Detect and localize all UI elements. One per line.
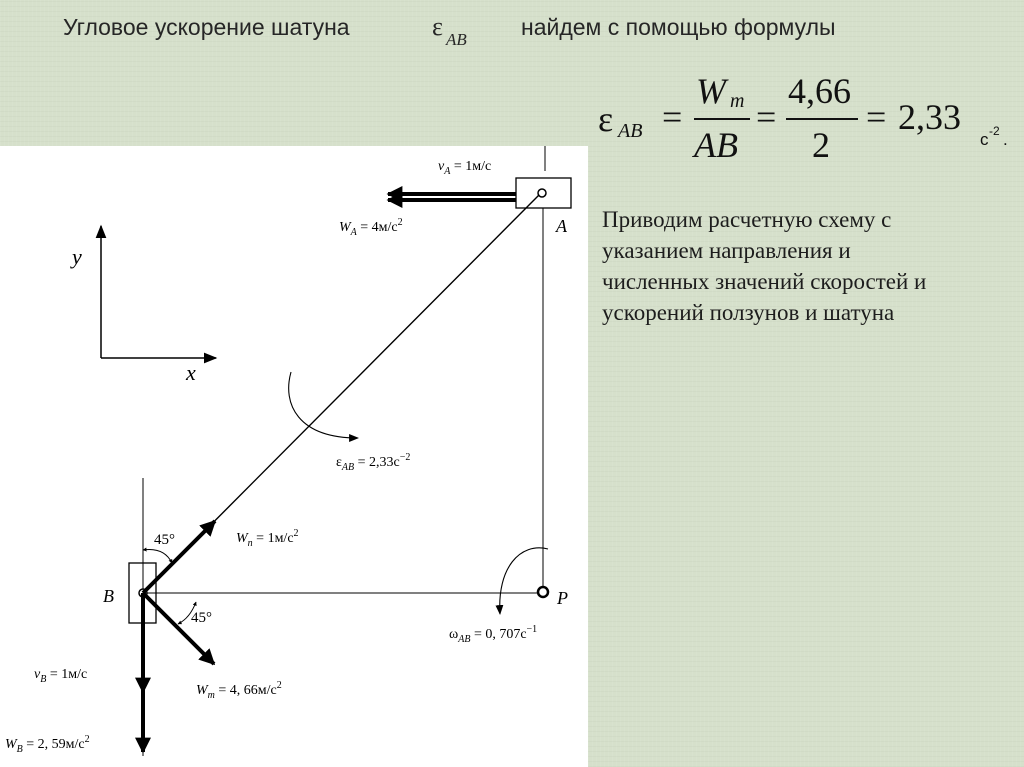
formula-denominator-ab: AB bbox=[694, 125, 738, 165]
slide-title bbox=[0, 10, 1024, 50]
fraction-bar-1 bbox=[694, 118, 750, 120]
angular-acceleration-arc bbox=[289, 372, 358, 438]
joint-a bbox=[538, 189, 546, 197]
title-text-after: найдем с помощью формулы bbox=[521, 14, 836, 40]
point-p-label: P bbox=[557, 588, 568, 608]
formula-denominator-value: 2 bbox=[812, 125, 830, 165]
velocity-b-label: $v_B = 1м/с$ bbox=[34, 667, 88, 685]
kinematic-scheme-svg bbox=[0, 146, 588, 767]
formula-numerator-value: 4,66 bbox=[788, 71, 851, 111]
kinematic-scheme-figure bbox=[0, 146, 588, 767]
title-epsilon-subscript: AB bbox=[446, 30, 467, 49]
point-b-label: B bbox=[103, 586, 114, 606]
formula-unit-exponent: -2 bbox=[989, 124, 1000, 138]
description-line: указанием направления и bbox=[602, 238, 851, 263]
formula-equals-2: = bbox=[756, 97, 777, 137]
velocity-a-label: $v_A = 1м/с$ bbox=[438, 159, 492, 177]
title-text-before: Угловое ускорение шатуна bbox=[63, 14, 350, 40]
tangential-acceleration-label: $W_m = 4$, $66м/с^2$ bbox=[196, 680, 282, 701]
acceleration-a-label: $W_A = 4м/с^2$ bbox=[339, 217, 403, 238]
y-axis-label: y bbox=[72, 244, 82, 269]
instant-center-p bbox=[538, 587, 548, 597]
description-line: ускорений ползунов и шатуна bbox=[602, 300, 895, 325]
formula-equals-3: = bbox=[866, 97, 887, 137]
formula-result: 2,33 bbox=[898, 97, 961, 137]
angle-top-arc bbox=[143, 550, 172, 563]
fraction-bar-2 bbox=[786, 118, 858, 120]
point-a-label: A bbox=[556, 216, 567, 236]
angular-velocity-label: $\omega_{AB} = 0$, $707с^{-1}$ bbox=[449, 624, 538, 645]
angular-acceleration-formula bbox=[592, 68, 1022, 173]
formula-unit-period: . bbox=[1003, 130, 1008, 149]
formula-epsilon-subscript: AB bbox=[618, 120, 643, 142]
angle-bottom-label: 45° bbox=[191, 610, 212, 626]
title-epsilon-symbol: ε bbox=[432, 12, 443, 41]
description-line: Приводим расчетную схему с bbox=[602, 207, 892, 232]
description-line: численных значений скоростей и bbox=[602, 269, 927, 294]
x-axis-label: x bbox=[186, 360, 196, 385]
formula-numerator-sub: m bbox=[730, 90, 745, 112]
formula-numerator-w: W bbox=[696, 71, 726, 111]
formula-epsilon: ε bbox=[598, 99, 614, 139]
angular-velocity-arc bbox=[500, 548, 548, 614]
tangential-acceleration-arrow bbox=[143, 593, 214, 664]
scheme-description bbox=[602, 204, 1002, 328]
formula-unit: с bbox=[980, 130, 989, 149]
angular-acceleration-label: $\varepsilon_{AB} = 2,33с^{-2}$ bbox=[336, 452, 411, 473]
acceleration-b-label: $W_B = 2$, $59м/с^2$ bbox=[5, 734, 90, 755]
normal-acceleration-label: $W_n = 1м/с^2$ bbox=[236, 528, 299, 549]
angle-top-label: 45° bbox=[154, 532, 175, 548]
formula-equals-1: = bbox=[662, 97, 683, 137]
